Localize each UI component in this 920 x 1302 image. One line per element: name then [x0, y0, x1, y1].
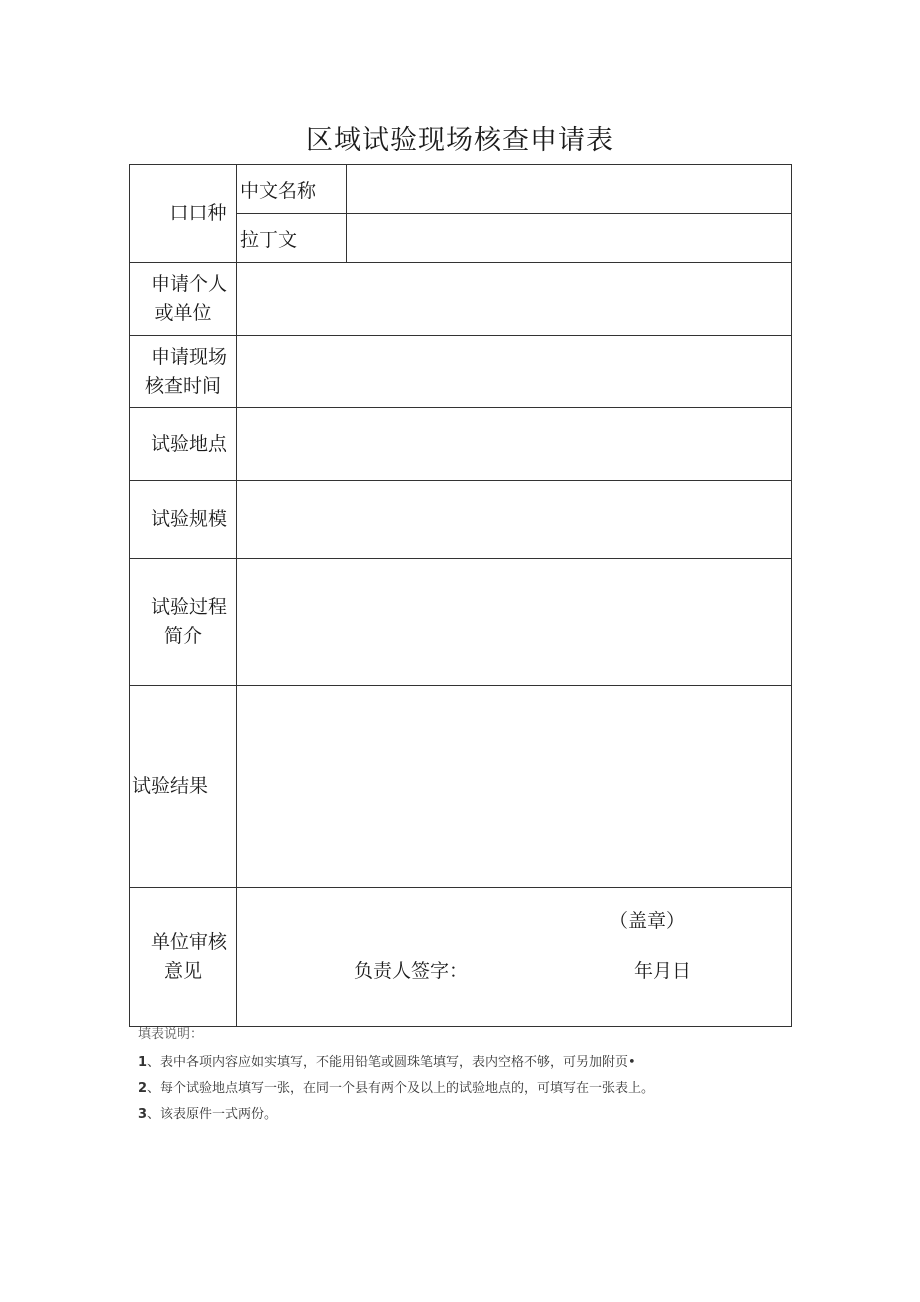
scale-label-text: 试验规模	[150, 508, 227, 530]
row-location	[130, 408, 792, 481]
check-time-label-line2: 核查时间	[144, 374, 221, 397]
instruction-text: 、每个试验地点填写一张，在同一个县有两个及以上的试验地点的，可填写在一张表上。	[147, 1081, 655, 1096]
row-check-time	[130, 336, 792, 408]
result-field[interactable]	[237, 686, 792, 888]
row-scale	[130, 481, 792, 559]
result-label-text: 试验结果	[132, 775, 209, 797]
variety-label: 口口种	[169, 202, 227, 224]
row-result	[130, 686, 792, 888]
latin-name-label: 拉丁文	[237, 214, 347, 263]
form-title: 区域试验现场核查申请表	[306, 125, 614, 156]
row-review	[130, 888, 792, 1027]
review-label-line2: 意见	[163, 960, 202, 982]
review-label-line1: 单位审核	[150, 931, 227, 953]
scale-field[interactable]	[237, 481, 792, 559]
review-label	[130, 888, 237, 1027]
row-process	[130, 559, 792, 686]
location-label-text: 试验地点	[150, 432, 227, 455]
row-applicant	[130, 263, 792, 336]
latin-name-field[interactable]	[347, 214, 792, 263]
variety-label-cell	[130, 165, 237, 263]
result-label	[130, 686, 237, 888]
check-time-label-line1: 申请现场	[150, 345, 227, 368]
applicant-label-line2: 或单位	[154, 302, 212, 324]
scale-label	[130, 481, 237, 559]
check-time-label	[130, 336, 237, 408]
seal-text: （盖章）	[609, 910, 686, 932]
check-time-field[interactable]	[237, 336, 792, 408]
process-label	[130, 559, 237, 686]
applicant-field[interactable]	[237, 263, 792, 336]
application-form-table	[129, 164, 792, 1027]
review-field[interactable]	[237, 888, 792, 1027]
instruction-number: 1	[138, 1055, 148, 1070]
instruction-item	[138, 1050, 654, 1076]
applicant-label	[130, 263, 237, 336]
process-label-line1: 试验过程	[150, 596, 227, 618]
date-label: 年月日	[634, 960, 692, 982]
chinese-name-field[interactable]	[347, 165, 792, 214]
filling-instructions	[138, 1028, 654, 1128]
applicant-label-line1: 申请个人	[150, 273, 227, 295]
instruction-number: 3	[138, 1107, 148, 1122]
chinese-name-label: 中文名称	[237, 165, 347, 214]
instruction-text: 、该表原件一式两份。	[147, 1107, 278, 1122]
process-label-line2: 简介	[163, 625, 202, 647]
location-label	[130, 408, 237, 481]
instruction-item	[138, 1102, 654, 1128]
instruction-item	[138, 1076, 654, 1102]
signature-label: 负责人签字：	[354, 960, 469, 982]
instruction-text: 、表中各项内容应如实填写，不能用铅笔或圆珠笔填写，表内空格不够，可另加附页•	[147, 1055, 636, 1070]
instruction-number: 2	[138, 1081, 148, 1096]
process-field[interactable]	[237, 559, 792, 686]
instructions-heading: 填表说明：	[138, 1027, 204, 1042]
row-chinese-name	[130, 165, 792, 214]
location-field[interactable]	[237, 408, 792, 481]
